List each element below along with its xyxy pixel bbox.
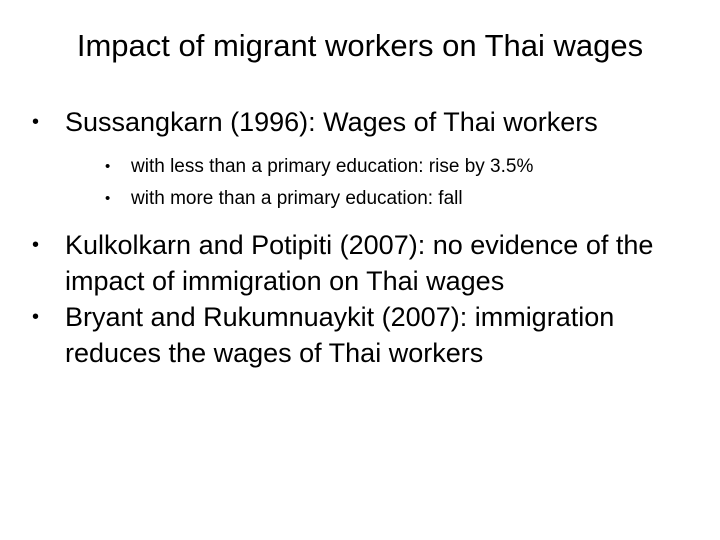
bullet-item-kulkolkarn <box>30 227 690 299</box>
bullet-icon: • <box>32 306 40 328</box>
sub-bullet-list <box>103 151 720 215</box>
bullet-text: Sussangkarn (1996): Wages of Thai workers <box>65 107 598 137</box>
sub-bullet-text: with more than a primary education: fall <box>131 188 463 209</box>
slide-title: Impact of migrant workers on Thai wages <box>76 28 644 63</box>
bullet-item-bryant <box>30 299 690 371</box>
bullet-icon: • <box>105 190 111 207</box>
bullet-item-sussangkarn <box>30 104 690 215</box>
bullet-text: Kulkolkarn and Potipiti (2007): no evidence of the impact of immigration on Thai wages <box>65 230 654 296</box>
bullet-text: Bryant and Rukumnuaykit (2007): immigration reduces the wages of Thai workers <box>65 302 615 368</box>
bullet-list <box>30 104 690 371</box>
bullet-icon: • <box>32 234 40 256</box>
sub-bullet-item-less-primary <box>103 151 720 183</box>
bullet-icon: • <box>105 158 111 175</box>
sub-bullet-text: with less than a primary education: rise by 3.5% <box>131 156 534 177</box>
bullet-icon: • <box>32 111 40 133</box>
sub-bullet-item-more-primary <box>103 183 720 215</box>
